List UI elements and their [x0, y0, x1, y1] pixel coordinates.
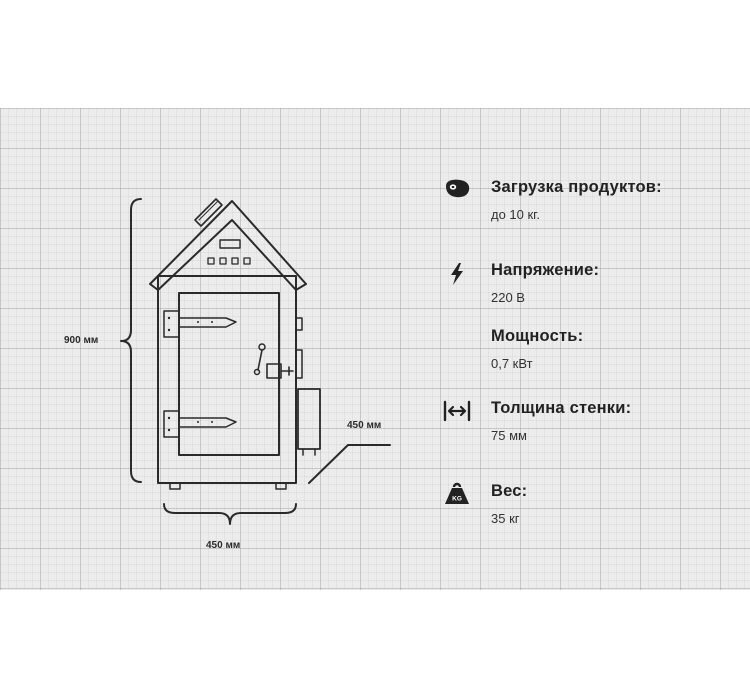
spec-title-load: Загрузка продуктов: [491, 178, 662, 196]
spec-value-power: 0,7 кВт [491, 356, 533, 371]
smoke-generator-box [298, 389, 320, 449]
double-arrow-width-icon [442, 399, 472, 423]
spec-title-voltage: Напряжение: [491, 261, 600, 279]
kettlebell-kg-text: KG [452, 495, 462, 503]
hinge-plate-bottom [164, 411, 179, 437]
spec-value-voltage: 220 В [491, 290, 525, 305]
control-button-2 [220, 258, 226, 264]
depth-dimension-line [309, 445, 390, 483]
thermometer-dial [259, 344, 265, 350]
spec-title-wall: Толщина стенки: [491, 399, 632, 417]
spec-title-weight: Вес: [491, 482, 528, 500]
spec-value-load: до 10 кг. [491, 207, 540, 222]
spec-value-weight: 35 кг [491, 511, 520, 526]
spec-title-power: Мощность: [491, 327, 584, 345]
digital-display [220, 240, 240, 248]
kettlebell-kg-icon [442, 482, 472, 506]
height-dimension-bracket [121, 199, 141, 482]
depth-dimension-label: 450 мм [347, 420, 382, 431]
hinge-strap-bottom [179, 418, 236, 427]
control-button-3 [232, 258, 238, 264]
lightning-bolt-icon [442, 262, 472, 286]
roof-vent [195, 199, 222, 226]
width-dimension-label: 450 мм [206, 540, 241, 551]
hinge-strap-top [179, 318, 236, 327]
width-dimension-bracket [164, 504, 296, 524]
meat-steak-icon [442, 177, 472, 201]
control-button-1 [208, 258, 214, 264]
height-dimension-label: 900 мм [64, 335, 99, 346]
hinge-plate-top [164, 311, 179, 337]
smokehouse-drawing [0, 108, 420, 590]
control-button-4 [244, 258, 250, 264]
spec-value-wall: 75 мм [491, 428, 527, 443]
